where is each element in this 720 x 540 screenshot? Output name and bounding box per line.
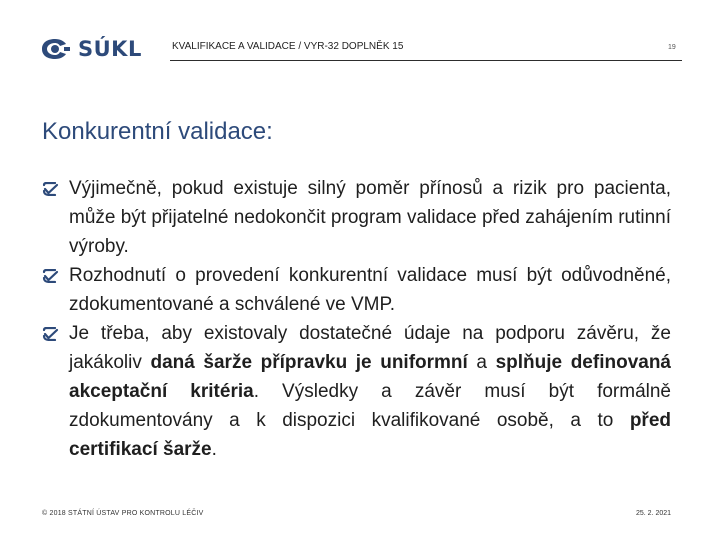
bullet-item [42,319,671,464]
sukl-logo-icon [38,36,72,62]
logo-text: SÚKL [78,37,142,61]
text-run: . Výsledky a závěr musí být formálně zdokumentovány a k dispozici kvalifikované osobě, a to [69,381,671,431]
page-number: 19 [668,44,676,51]
slide-title: Konkurentní validace: [42,118,273,145]
check-bullet-icon [42,174,69,203]
bold-text: splňuje definovaná akceptační kritéria [69,352,671,402]
text-run: Je třeba, aby existovaly dostatečné údaje na podporu závěru, že jakákoliv [69,323,671,373]
bullet-list [42,174,671,464]
check-bullet-icon [42,261,69,290]
bold-text: před certifikací šarže [69,410,671,460]
footer-date: 25. 2. 2021 [636,510,672,517]
text-run: . [211,439,217,460]
header-divider [170,60,682,61]
bullet-text [69,319,671,464]
sukl-logo [38,36,142,62]
text-run: Rozhodnutí o provedení konkurentní validace musí být odůvodněné, zdokumentované a schválené ve VMP. [69,265,671,315]
text-run: a [467,352,496,373]
check-bullet-icon [42,319,69,348]
footer-copyright: © 2018 STÁTNÍ ÚSTAV PRO KONTROLU LÉČIV [42,510,204,517]
bullet-text [69,261,671,319]
bold-text: daná šarže přípravku je uniformní [150,352,468,373]
header-title: KVALIFIKACE A VALIDACE / VYR-32 DOPLNĚK 15 [172,41,404,52]
text-run: Výjimečně, pokud existuje silný poměr přínosů a rizik pro pacienta, může být přijatelné nedokončit program validace před zahájením rutinní výroby. [69,178,671,257]
bullet-item [42,174,671,261]
bullet-text [69,174,671,261]
bullet-item [42,261,671,319]
